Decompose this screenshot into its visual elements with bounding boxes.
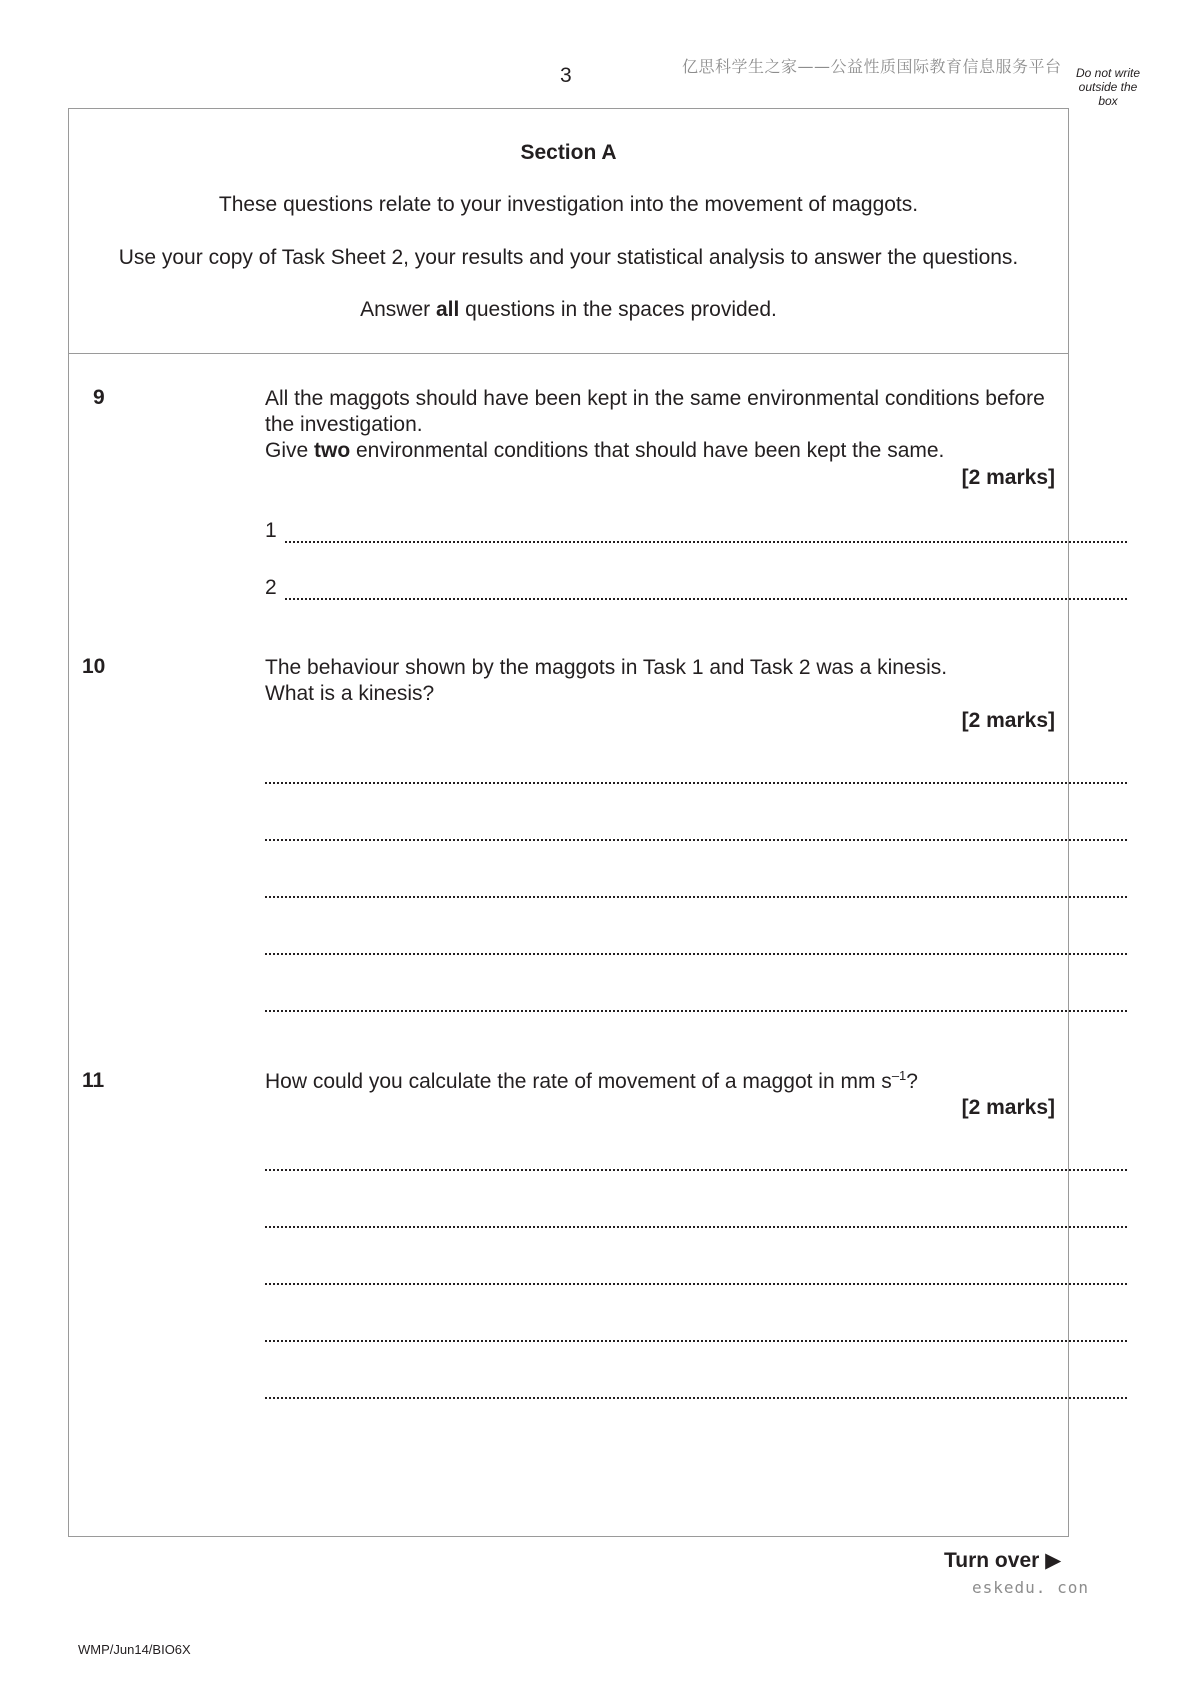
turn-over-label: Turn over ▶	[944, 1549, 1062, 1572]
answer-line-q10-1[interactable]	[265, 764, 1127, 784]
page-number: 3	[560, 64, 572, 87]
header-watermark: 亿思科学生之家——公益性质国际教育信息服务平台	[682, 57, 1062, 76]
answer-line-q11-2[interactable]	[265, 1208, 1127, 1228]
question-11-marks: [2 marks]	[961, 1096, 1055, 1119]
footer-watermark: eskedu. con	[972, 1578, 1089, 1597]
intro-line-1: These questions relate to your investigation into the movement of maggots.	[218, 193, 919, 216]
answer-line-q10-3[interactable]	[265, 878, 1127, 898]
answer-line-q11-3[interactable]	[265, 1265, 1127, 1285]
answer-line-q11-4[interactable]	[265, 1322, 1127, 1342]
question-9-marks: [2 marks]	[961, 466, 1055, 489]
answer-line-q11-1[interactable]	[265, 1151, 1127, 1171]
answer-line-q10-5[interactable]	[265, 992, 1127, 1012]
section-title: Section A	[520, 141, 617, 164]
margin-note: Do not write outside the box	[1075, 66, 1141, 108]
question-10-marks: [2 marks]	[961, 709, 1055, 732]
question-10-number: 10	[82, 655, 106, 678]
paper-code: WMP/Jun14/BIO6X	[78, 1642, 191, 1657]
emphasis-all: all	[435, 298, 460, 321]
answer-line-q11-5[interactable]	[265, 1379, 1127, 1399]
question-11-text: How could you calculate the rate of movement of a maggot in mm $s^{-1}$?	[265, 1068, 918, 1093]
question-9-number: 9	[93, 386, 105, 409]
answer-line-q9-2[interactable]: 2	[265, 576, 1127, 600]
question-11-number: 11	[82, 1069, 105, 1092]
intro-line-2: Use your copy of Task Sheet 2, your results and your statistical analysis to answer the questions.	[118, 246, 1019, 269]
question-10-text: The behaviour shown by the maggots in Task 1 and Task 2 was a kinesis. What is a kinesis?	[265, 656, 948, 705]
answer-line-q9-1[interactable]: 1	[265, 519, 1127, 543]
question-9-text: All the maggots should have been kept in the same environmental conditions before the investigation. Give two environmental conditions that should have been kept the same.	[265, 387, 1045, 462]
answer-line-q10-2[interactable]	[265, 821, 1127, 841]
answer-frame	[68, 108, 1069, 1537]
section-header	[69, 109, 1068, 354]
answer-line-q10-4[interactable]	[265, 935, 1127, 955]
intro-line-3: Answer all questions in the spaces provided.	[360, 298, 777, 321]
